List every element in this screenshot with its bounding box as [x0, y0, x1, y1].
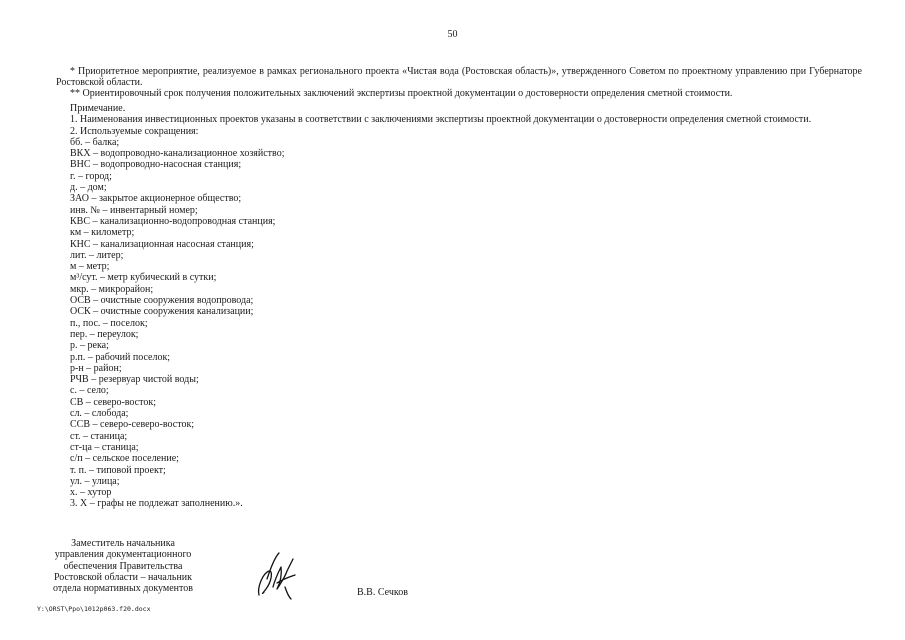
abbreviation-item: х. – хутор: [70, 487, 112, 499]
abbreviation-item: СВ – северо-восток;: [70, 396, 156, 408]
abbreviation-item: р-н – район;: [70, 362, 122, 374]
abbreviation-item: с/п – сельское поселение;: [70, 453, 179, 465]
abbreviation-item: мкр. – микрорайон;: [70, 283, 154, 295]
abbreviation-item: г. – город;: [70, 170, 112, 182]
abbreviation-item: с. – село;: [70, 385, 109, 397]
abbreviation-item: пер. – переулок;: [70, 328, 139, 340]
notes-heading: Примечание.: [70, 103, 126, 114]
abbreviation-item: КВС – канализационно-водопроводная станция;: [70, 215, 276, 227]
abbreviation-list: [70, 137, 860, 499]
abbreviation-item: ст. – станица;: [70, 430, 128, 442]
position-line: Заместитель начальника: [71, 538, 175, 549]
abbreviation-item: п., пос. – поселок;: [70, 317, 148, 329]
abbreviation-item: т. п. – типовой проект;: [70, 464, 166, 476]
abbreviation-item: ССВ – северо-северо-восток;: [70, 419, 195, 431]
abbreviation-item: км – километр;: [70, 227, 135, 239]
abbreviation-item: РЧВ – резервуар чистой воды;: [70, 374, 199, 386]
footnotes: [56, 66, 862, 99]
abbreviation-item: ОСВ – очистные сооружения водопровода;: [70, 295, 254, 307]
abbreviation-item: сл. – слобода;: [70, 408, 129, 420]
notes-item-3: 3. Х – графы не подлежат заполнению.».: [70, 498, 243, 510]
abbreviation-item: инв. № – инвентарный номер;: [70, 204, 198, 216]
notes-section: [70, 103, 860, 510]
abbreviation-item: р. – река;: [70, 340, 109, 352]
signatory-position: [28, 538, 218, 594]
notes-item-2-intro: 2. Используемые сокращения:: [70, 125, 199, 137]
abbreviation-item: м³/сут. – метр кубический в сутки;: [70, 272, 217, 284]
abbreviation-item: д. – дом;: [70, 182, 107, 194]
abbreviation-item: бб. – балка;: [70, 136, 120, 148]
position-line: Ростовской области – начальник: [53, 571, 193, 583]
position-line: обеспечения Правительства: [63, 560, 183, 572]
abbreviation-item: м – метр;: [70, 261, 110, 273]
position-line: управления документационного: [54, 549, 192, 561]
abbreviation-item: ул. – улица;: [70, 475, 120, 487]
signer-name: В.В. Сечков: [357, 587, 408, 598]
handwritten-signature: [255, 549, 299, 603]
footnote-priority: * Приоритетное мероприятие, реализуемое в рамках регионального проекта «Чистая вода (Ростовская область)», утвержденного Советом по проектному управлению при Губернаторе Ростовской области.: [56, 66, 862, 88]
file-path: Y:\ORST\Ppo\1012p063.f20.docx: [37, 605, 151, 613]
abbreviation-item: ВКХ – водопроводно-канализационное хозяйство;: [70, 148, 285, 160]
abbreviation-item: КНС – канализационная насосная станция;: [70, 238, 254, 250]
abbreviation-item: ст-ца – станица;: [70, 441, 139, 453]
page-number: 50: [447, 29, 458, 40]
abbreviation-item: ОСК – очистные сооружения канализации;: [70, 306, 254, 318]
abbreviation-item: лит. – литер;: [70, 249, 124, 261]
abbreviation-item: ВНС – водопроводно-насосная станция;: [70, 159, 242, 171]
position-line: отдела нормативных документов: [53, 583, 193, 595]
notes-item-1: 1. Наименования инвестиционных проектов указаны в соответствии с заключениями экспертизы проектной документации о достоверности определения сметной стоимости.: [70, 114, 812, 126]
abbreviation-item: р.п. – рабочий поселок;: [70, 351, 171, 363]
footnote-expertise: ** Ориентировочный срок получения положительных заключений экспертизы проектной документации о достоверности определения сметной стоимости.: [70, 88, 733, 99]
abbreviation-item: ЗАО – закрытое акционерное общество;: [70, 193, 242, 205]
